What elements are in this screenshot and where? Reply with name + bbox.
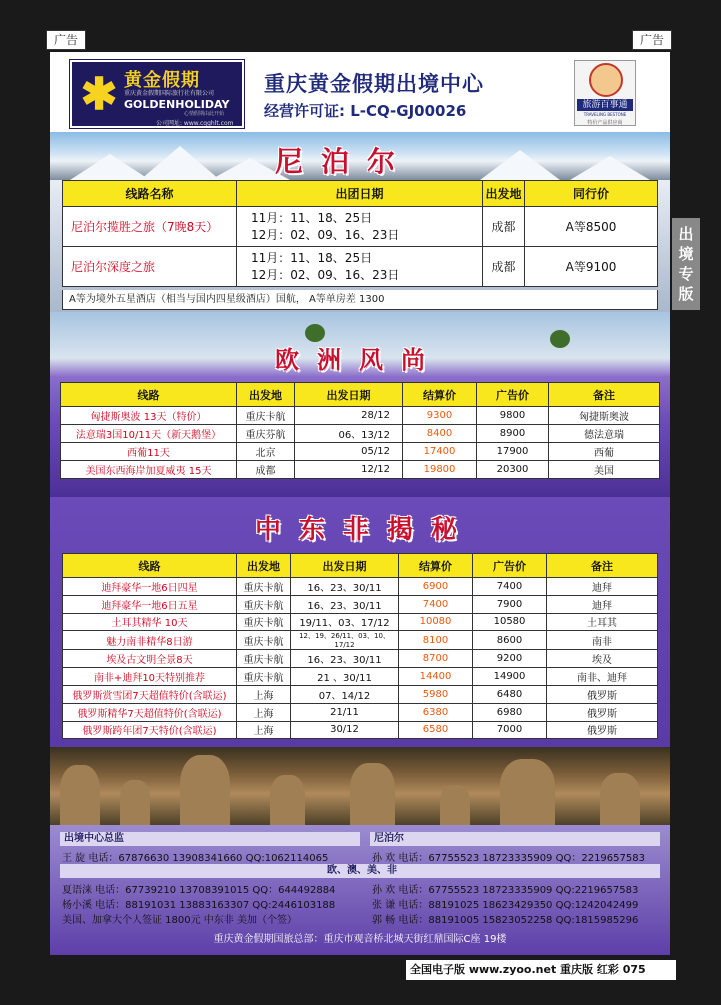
ad-price: 6980 (473, 703, 547, 721)
col-header: 出发地 (483, 181, 525, 207)
nepal-contact: 孙 欢 电话：67755523 18723335909 QQ：2219657583 (372, 853, 645, 864)
table-row (63, 613, 658, 631)
page-footer: 全国电子版 www.zyoo.net 重庆版 红彩 075 (406, 960, 676, 980)
badge-sub-text: 特价产品供应商 (587, 120, 623, 126)
departure: 重庆卡航 (237, 407, 295, 425)
ad-label-right: 广告 (632, 30, 672, 50)
departure: 上海 (237, 703, 291, 721)
contact-line: 孙 欢 电话：67755523 18723335909 QQ:2219657583 (372, 885, 639, 896)
nepal-table (62, 180, 658, 287)
settle-price: 14400 (399, 668, 473, 686)
departure: 重庆卡航 (237, 595, 291, 613)
route-name: 尼泊尔揽胜之旅（7晚8天） (63, 207, 237, 247)
mideast-table (62, 553, 658, 739)
col-header: 出发日期 (291, 554, 399, 578)
route: 美国东西海岸加夏威夷 15天 (61, 461, 237, 479)
dates-dec: 12月：02、09、16、23日 (251, 227, 400, 242)
table-row (61, 443, 660, 461)
contact-line: 郭 畅 电话：88191005 15823052258 QQ:1815985296 (372, 915, 639, 926)
settle-price: 8100 (399, 631, 473, 650)
route: 匈捷斯奥波 13天（特价） (61, 407, 237, 425)
dates-nov: 11月：11、18、25日 (251, 250, 373, 265)
route: 土耳其精华 10天 (63, 613, 237, 631)
remark: 南非、迪拜 (547, 668, 658, 686)
remark: 俄罗斯 (547, 721, 658, 739)
hq-address: 重庆黄金假期国旅总部：重庆市观音桥北城天街红鼎国际C座 19楼 (213, 934, 507, 945)
ad-price: 14900 (473, 668, 547, 686)
badge-en-text: TRAVELING BESTONE (583, 112, 627, 117)
ad-price: 7000 (473, 721, 547, 739)
header (50, 52, 670, 132)
contact-line: 张 谦 电话：88191025 18623429350 QQ:1242042499 (372, 900, 639, 911)
departure: 成都 (483, 247, 525, 287)
col-header: 出发地 (237, 554, 291, 578)
contact-line: 杨小溪 电话：88191031 13883163307 QQ:2446103188 (62, 900, 336, 911)
contacts-head-regions: 欧、澳、美、非 (60, 864, 660, 878)
route: 南非+迪拜10天特别推荐 (63, 668, 237, 686)
col-header: 同行价 (525, 181, 658, 207)
route: 魅力南非精华8日游 (63, 631, 237, 650)
dates-dec: 12月：02、09、16、23日 (251, 267, 400, 282)
remark: 迪拜 (547, 578, 658, 596)
europe-section (50, 312, 670, 497)
dates-nov: 11月：11、18、25日 (251, 210, 373, 225)
tour-dates (237, 207, 483, 247)
tree-logo-icon: ✱ (80, 69, 118, 120)
price: A等8500 (525, 207, 658, 247)
date: 06、13/12 (295, 425, 403, 443)
date: 12/12 (295, 461, 403, 479)
logo-subtitle: 重庆黄金假期国际旅行社有限公司 (124, 90, 215, 97)
settle-price: 8400 (403, 425, 477, 443)
visa-note: 美国、加拿大个人签证 1800元 中东非 美加（个签） (62, 915, 297, 926)
departure: 成都 (237, 461, 295, 479)
col-header: 线路名称 (63, 181, 237, 207)
col-header: 出发日期 (295, 383, 403, 407)
col-header: 结算价 (399, 554, 473, 578)
date: 16、23、30/11 (291, 595, 399, 613)
col-header: 线路 (61, 383, 237, 407)
route: 埃及古文明全景8天 (63, 650, 237, 668)
departure: 重庆芬航 (237, 425, 295, 443)
logo-website: 公司网址: www.cqghlt.com (156, 120, 234, 127)
route: 西葡11天 (61, 443, 237, 461)
side-tab-outbound: 出境专版 (672, 218, 700, 310)
table-row (63, 650, 658, 668)
logo-tagline: 心情假期由此开始 (184, 111, 225, 117)
table-row (63, 595, 658, 613)
europe-table (60, 382, 660, 479)
date: 16、23、30/11 (291, 650, 399, 668)
route: 俄罗斯赏雪团7天超值特价(含联运) (63, 685, 237, 703)
ad-price: 8600 (473, 631, 547, 650)
remark: 南非 (547, 631, 658, 650)
date: 05/12 (295, 443, 403, 461)
mascot-icon (589, 63, 623, 97)
settle-price: 5980 (399, 685, 473, 703)
table-row (63, 668, 658, 686)
logo-en-text: GOLDENHOLIDAY (124, 98, 230, 111)
departure: 重庆卡航 (237, 668, 291, 686)
rock-landscape-image (50, 747, 670, 825)
remark: 埃及 (547, 650, 658, 668)
remark: 德法意瑞 (549, 425, 660, 443)
contact-line: 夏语涞 电话：67739210 13708391015 QQ：644492884 (62, 885, 336, 896)
col-header: 出团日期 (237, 181, 483, 207)
table-row (63, 207, 658, 247)
ad-label-left: 广告 (46, 30, 86, 50)
ad-page (50, 52, 670, 955)
ad-price: 9200 (473, 650, 547, 668)
contacts-head-director: 出境中心总监 (60, 832, 360, 846)
col-header: 广告价 (477, 383, 549, 407)
logo-cn-text: 黄金假期 (124, 70, 200, 91)
mountain-banner (50, 132, 670, 180)
tour-dates (237, 247, 483, 287)
settle-price: 6580 (399, 721, 473, 739)
europe-title: 欧洲风尚 (275, 346, 443, 374)
settle-price: 10080 (399, 613, 473, 631)
remark: 匈捷斯奥波 (549, 407, 660, 425)
departure: 重庆卡航 (237, 578, 291, 596)
remark: 俄罗斯 (547, 685, 658, 703)
col-header: 结算价 (403, 383, 477, 407)
table-row (61, 461, 660, 479)
departure: 重庆卡航 (237, 650, 291, 668)
table-row (63, 703, 658, 721)
ad-price: 20300 (477, 461, 549, 479)
settle-price: 6900 (399, 578, 473, 596)
date: 12、19、26/11、03、10、17/12 (291, 631, 399, 650)
table-row (63, 721, 658, 739)
table-row (63, 631, 658, 650)
date: 21/11 (291, 703, 399, 721)
table-row (63, 578, 658, 596)
col-header: 线路 (63, 554, 237, 578)
nepal-title: 尼泊尔 (275, 145, 414, 178)
date: 19/11、03、17/12 (291, 613, 399, 631)
col-header: 广告价 (473, 554, 547, 578)
travel-badge (574, 60, 636, 126)
settle-price: 6380 (399, 703, 473, 721)
date: 30/12 (291, 721, 399, 739)
ad-price: 10580 (473, 613, 547, 631)
price: A等9100 (525, 247, 658, 287)
route: 法意瑞3国10/11天（新天鹅堡） (61, 425, 237, 443)
settle-price: 9300 (403, 407, 477, 425)
remark: 土耳其 (547, 613, 658, 631)
remark: 俄罗斯 (547, 703, 658, 721)
remark: 迪拜 (547, 595, 658, 613)
director-contact: 王 旋 电话：67876630 13908341660 QQ:1062114065 (62, 853, 329, 864)
nepal-note: A等为境外五星酒店（相当与国内四星级酒店）国航， A等单房差 1300 (62, 290, 658, 310)
date: 07、14/12 (291, 685, 399, 703)
departure: 重庆卡航 (237, 631, 291, 650)
departure: 上海 (237, 721, 291, 739)
route: 迪拜豪华一地6日四星 (63, 578, 237, 596)
date: 28/12 (295, 407, 403, 425)
table-row (63, 247, 658, 287)
route-name: 尼泊尔深度之旅 (63, 247, 237, 287)
remark: 西葡 (549, 443, 660, 461)
ad-price: 7400 (473, 578, 547, 596)
company-name: 重庆黄金假期出境中心 (264, 72, 484, 96)
settle-price: 8700 (399, 650, 473, 668)
col-header: 备注 (549, 383, 660, 407)
col-header: 备注 (547, 554, 658, 578)
mideast-section (50, 497, 670, 747)
route: 迪拜豪华一地6日五星 (63, 595, 237, 613)
date: 21 、30/11 (291, 668, 399, 686)
departure: 重庆卡航 (237, 613, 291, 631)
route: 俄罗斯精华7天超值特价(含联运) (63, 703, 237, 721)
badge-cn-text: 旅游百事通 (577, 99, 633, 111)
contacts-head-nepal: 尼泊尔 (370, 832, 660, 846)
date: 16、23、30/11 (291, 578, 399, 596)
ad-price: 6480 (473, 685, 547, 703)
col-header: 出发地 (237, 383, 295, 407)
route: 俄罗斯跨年团7天特价(含联运) (63, 721, 237, 739)
golden-holiday-logo (70, 60, 244, 128)
ad-price: 8900 (477, 425, 549, 443)
mideast-title: 中东非揭秘 (255, 515, 476, 545)
ad-price: 7900 (473, 595, 547, 613)
table-row (63, 685, 658, 703)
nepal-section (50, 180, 670, 312)
settle-price: 17400 (403, 443, 477, 461)
settle-price: 19800 (403, 461, 477, 479)
departure: 北京 (237, 443, 295, 461)
contacts-section (50, 825, 670, 955)
settle-price: 7400 (399, 595, 473, 613)
ad-price: 17900 (477, 443, 549, 461)
departure: 成都 (483, 207, 525, 247)
departure: 上海 (237, 685, 291, 703)
table-row (61, 425, 660, 443)
license-number: 经营许可证: L-CQ-GJ00026 (264, 102, 467, 120)
ad-price: 9800 (477, 407, 549, 425)
table-row (61, 407, 660, 425)
remark: 美国 (549, 461, 660, 479)
